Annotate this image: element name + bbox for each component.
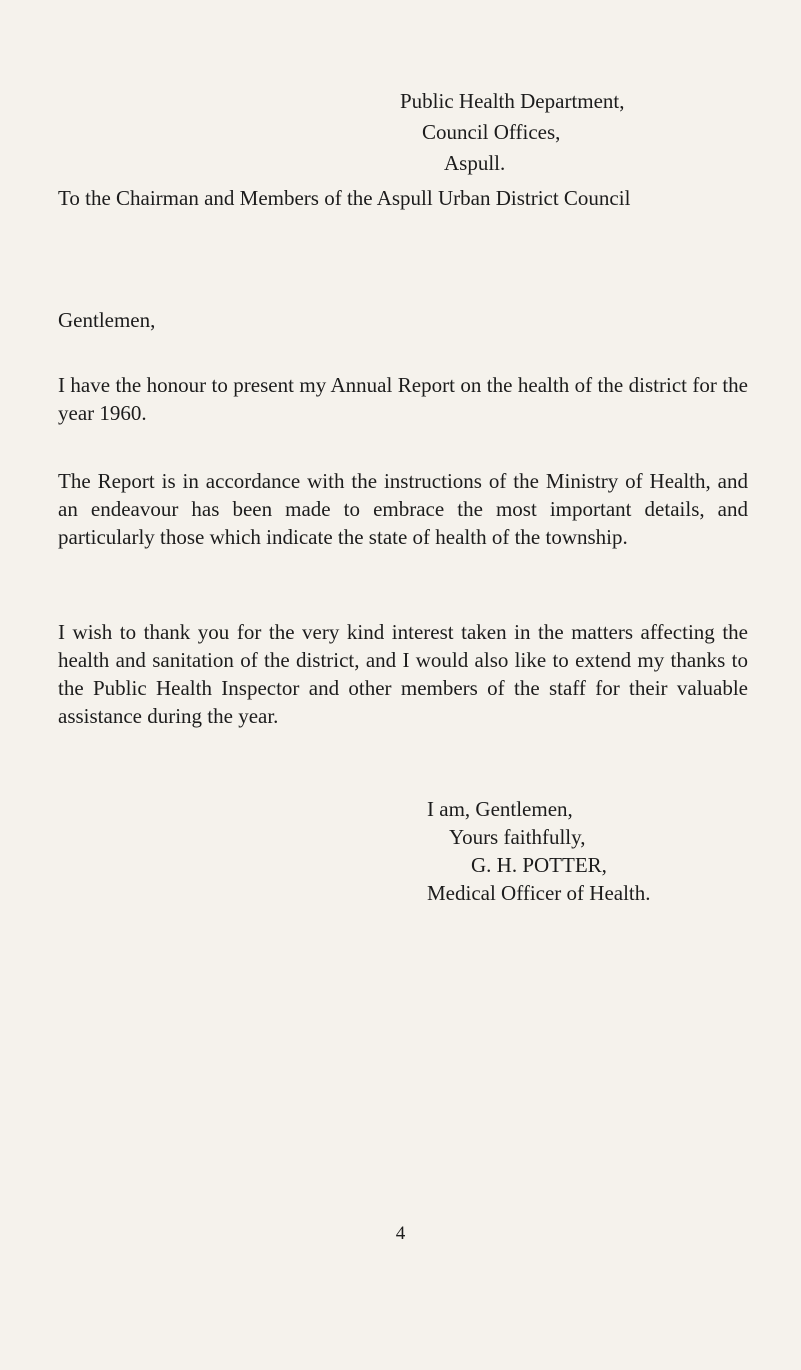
signatory-title: Medical Officer of Health. [427,881,651,905]
paragraph-report-scope: The Report is in accordance with the instructions of the Ministry of Health, and an endeavour has been made to embrace the most important details, and particularly those which indicate the state of health of the township. [58,469,748,549]
addressee-line: To the Chairman and Members of the Aspull Urban District Council [58,186,631,210]
paragraph-intro: I have the honour to present my Annual Report on the health of the district for the year 1960. [58,373,748,425]
signatory-name: G. H. POTTER, [471,853,607,877]
address-line-department: Public Health Department, [400,89,625,113]
paragraph-thanks: I wish to thank you for the very kind interest taken in the matters affecting the health and sanitation of the district, and I would also like to extend my thanks to the Public Health Inspector and other members of the staff for their valuable assistance during the year. [58,620,748,728]
page-number: 4 [395,1223,406,1244]
closing-salutation: I am, Gentlemen, [427,797,573,821]
sender-address [400,86,625,179]
greeting: Gentlemen, [58,308,156,332]
letter-closing [427,795,651,907]
address-line-offices: Council Offices, [422,120,561,144]
address-line-town: Aspull. [444,151,506,175]
closing-valediction: Yours faithfully, [449,825,586,849]
